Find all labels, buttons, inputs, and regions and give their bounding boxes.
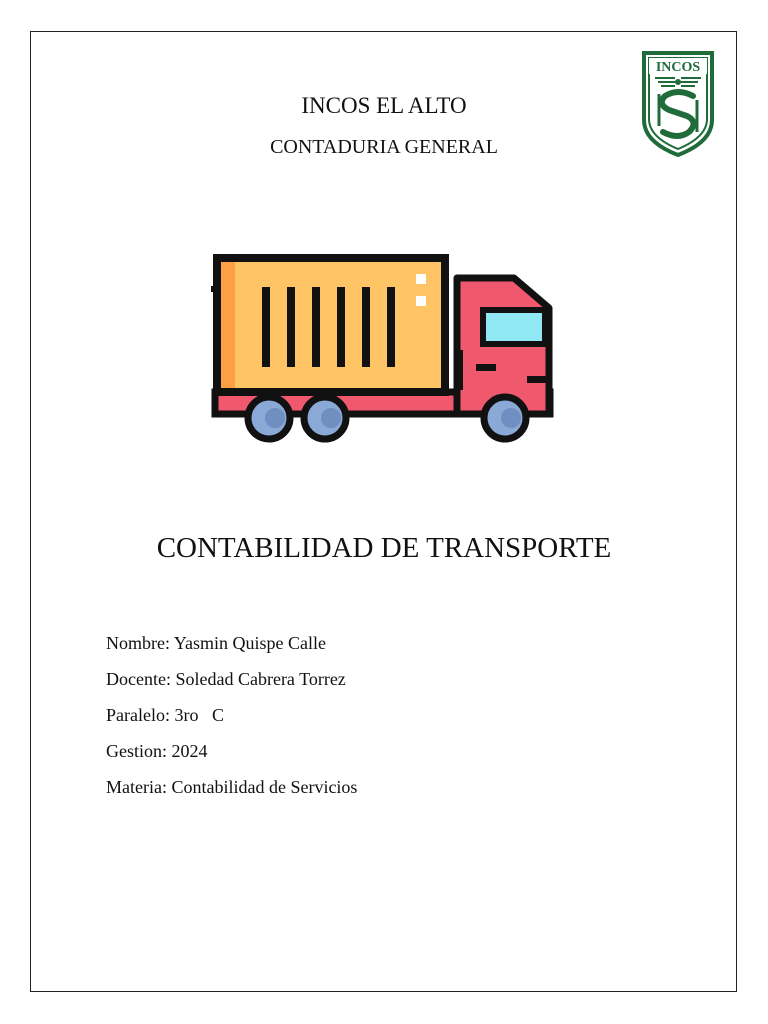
info-docente: Docente: Soledad Cabrera Torrez <box>106 669 346 689</box>
info-materia: Materia: Contabilidad de Servicios <box>106 777 358 797</box>
logo-text: INCOS <box>655 60 701 75</box>
document-title: CONTABILIDAD DE TRANSPORTE <box>156 532 612 564</box>
info-nombre: Nombre: Yasmin Quispe Calle <box>106 633 326 653</box>
career-name: CONTADURIA GENERAL <box>270 136 498 158</box>
truck-icon <box>211 252 556 444</box>
info-gestion: Gestion: 2024 <box>106 741 208 761</box>
page-border <box>30 31 737 992</box>
info-paralelo: Paralelo: 3ro C <box>106 705 224 725</box>
institution-name: INCOS EL ALTO <box>301 93 467 118</box>
incos-logo <box>641 50 715 158</box>
student-info <box>106 632 357 812</box>
